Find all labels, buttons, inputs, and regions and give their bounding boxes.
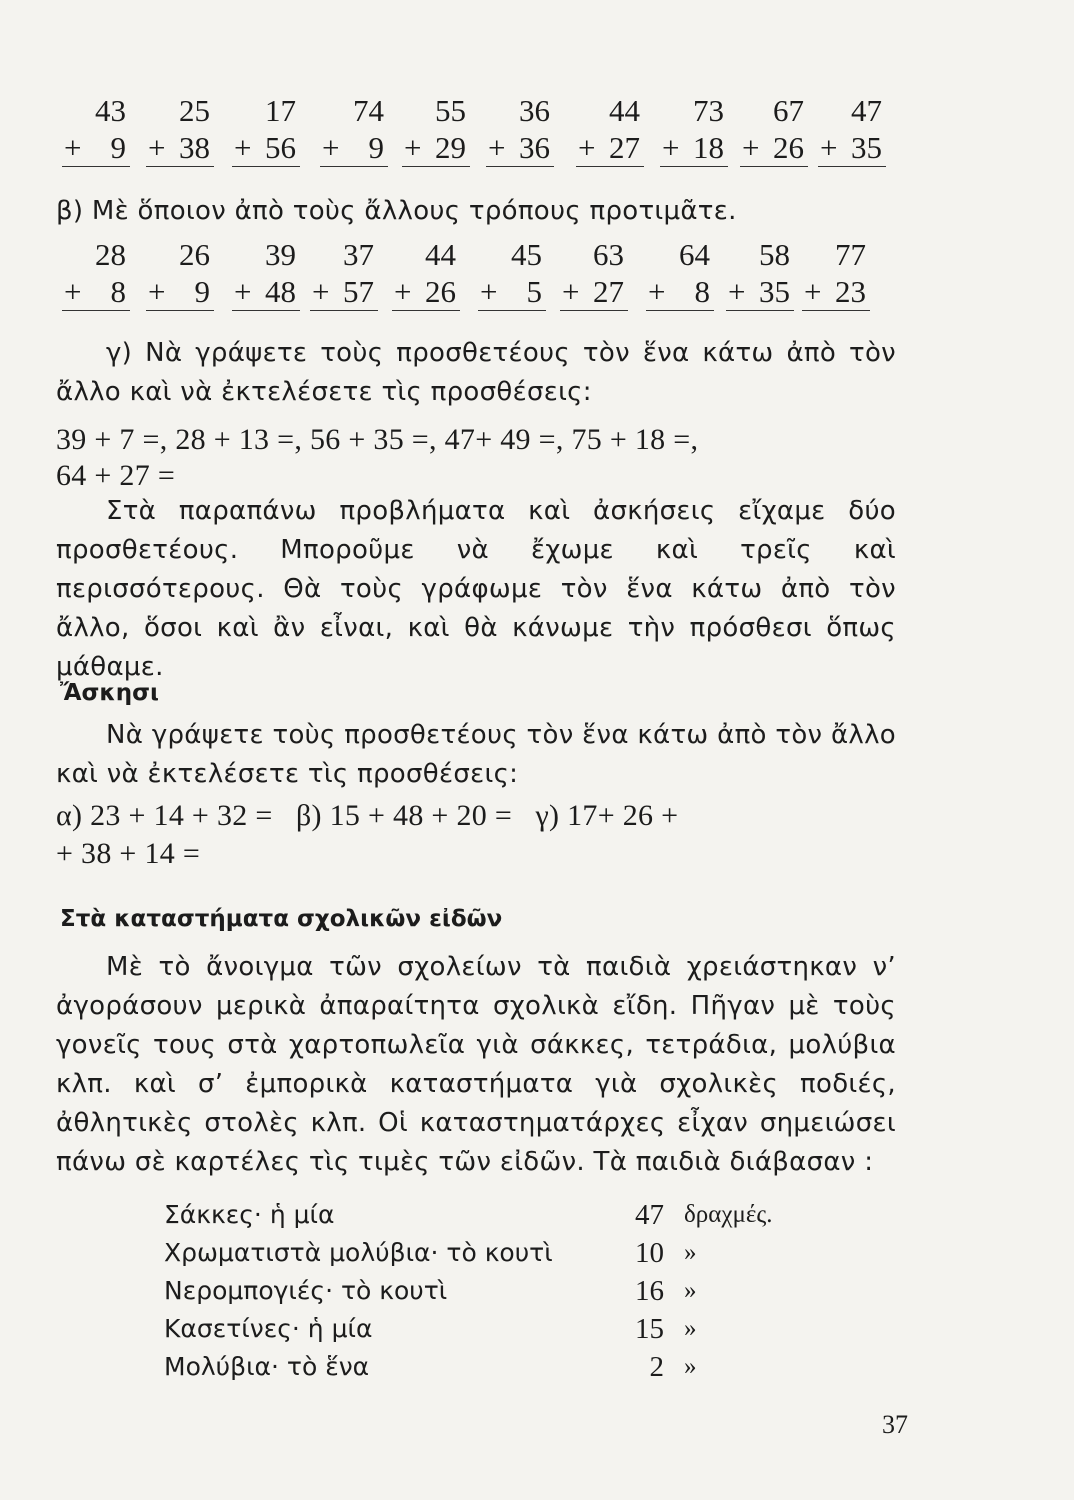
- addend-bottom: 48: [265, 274, 296, 309]
- addend-top: 74: [353, 93, 384, 128]
- addition-problem: [146, 236, 214, 311]
- stores-heading: Στὰ καταστήματα σχολικῶν εἰδῶν: [60, 906, 503, 932]
- exercise-line-2: + 38 + 14 =: [56, 837, 201, 870]
- plus-sign: +: [394, 274, 412, 309]
- plus-sign: +: [562, 274, 580, 309]
- price-item-name: Μολύβια· τὸ ἕνα: [164, 1352, 370, 1381]
- price-list-row: [164, 1272, 804, 1310]
- addend-top: 67: [773, 93, 804, 128]
- price-item-value: 10: [635, 1237, 664, 1269]
- addend-bottom: 26: [773, 130, 804, 165]
- addend-bottom: 8: [694, 274, 710, 309]
- plus-sign: +: [488, 130, 506, 165]
- exercise-instruction: Νὰ γράψετε τοὺς προσθετέους τὸν ἕνα κάτω ἀπὸ τὸν ἄλλο καὶ νὰ ἐκτελέσετε τὶς προσθέσεις:: [56, 720, 896, 789]
- section-c-line-2: 64 + 27 =: [56, 459, 176, 492]
- plus-sign: +: [662, 130, 680, 165]
- addend-top: 73: [693, 93, 724, 128]
- price-item-unit: »: [684, 1315, 697, 1342]
- addition-problems-row-b: [56, 236, 886, 328]
- addend-top: 39: [265, 237, 296, 272]
- plus-sign: +: [804, 274, 822, 309]
- exercise-line-1: α) 23 + 14 + 32 = β) 15 + 48 + 20 = γ) 17+ 26 +: [56, 799, 679, 832]
- addition-problem: [62, 92, 130, 167]
- price-item-value: 47: [635, 1199, 664, 1231]
- plus-sign: +: [820, 130, 838, 165]
- price-item-name: Χρωματιστὰ μολύβια· τὸ κουτὶ: [164, 1238, 553, 1267]
- addend-top: 17: [265, 93, 296, 128]
- plus-sign: +: [234, 274, 252, 309]
- addend-top: 43: [95, 93, 126, 128]
- addition-problem: [740, 92, 808, 167]
- addition-problem: [478, 236, 546, 311]
- addend-bottom: 38: [179, 130, 210, 165]
- price-list-row: [164, 1234, 804, 1272]
- plus-sign: +: [64, 130, 82, 165]
- addition-problem: [726, 236, 794, 311]
- addition-problems-row-a: [56, 92, 886, 184]
- addend-top: 58: [759, 237, 790, 272]
- price-item-name: Σάκκες· ἡ μία: [164, 1200, 335, 1229]
- addend-top: 28: [95, 237, 126, 272]
- addition-problem: [310, 236, 378, 311]
- addend-bottom: 35: [851, 130, 882, 165]
- addition-problem: [486, 92, 554, 167]
- price-item-value: 16: [635, 1275, 664, 1307]
- price-list: [164, 1196, 804, 1386]
- addend-top: 44: [609, 93, 640, 128]
- addition-problem: [146, 92, 214, 167]
- plus-sign: +: [404, 130, 422, 165]
- addition-problem: [646, 236, 714, 311]
- addend-bottom: 9: [368, 130, 384, 165]
- plus-sign: +: [480, 274, 498, 309]
- price-list-row: [164, 1348, 804, 1386]
- addend-bottom: 27: [609, 130, 640, 165]
- addend-top: 36: [519, 93, 550, 128]
- addend-bottom: 9: [110, 130, 126, 165]
- plus-sign: +: [578, 130, 596, 165]
- plus-sign: +: [148, 130, 166, 165]
- addend-top: 37: [343, 237, 374, 272]
- addition-problem: [560, 236, 628, 311]
- addend-bottom: 56: [265, 130, 296, 165]
- addend-bottom: 8: [110, 274, 126, 309]
- section-b-label: β) Μὲ ὅποιον ἀπὸ τοὺς ἄλλους τρόπους προτιμᾶτε.: [56, 196, 737, 226]
- addition-problem: [802, 236, 870, 311]
- addition-problem: [402, 92, 470, 167]
- plus-sign: +: [312, 274, 330, 309]
- addend-bottom: 27: [593, 274, 624, 309]
- plus-sign: +: [728, 274, 746, 309]
- plus-sign: +: [322, 130, 340, 165]
- plus-sign: +: [64, 274, 82, 309]
- addition-problem: [232, 92, 300, 167]
- addend-top: 47: [851, 93, 882, 128]
- plus-sign: +: [742, 130, 760, 165]
- exercise-heading: Ἄσκησι: [60, 680, 160, 706]
- addend-bottom: 57: [343, 274, 374, 309]
- addend-top: 45: [511, 237, 542, 272]
- price-item-name: Νερομπογιές· τὸ κουτὶ: [164, 1276, 448, 1305]
- addend-top: 44: [425, 237, 456, 272]
- price-list-row: [164, 1196, 804, 1234]
- addend-top: 64: [679, 237, 710, 272]
- page-number: 37: [882, 1410, 908, 1439]
- addend-bottom: 35: [759, 274, 790, 309]
- addend-bottom: 9: [194, 274, 210, 309]
- addition-problem: [62, 236, 130, 311]
- plus-sign: +: [148, 274, 166, 309]
- price-item-unit: »: [684, 1239, 697, 1266]
- plus-sign: +: [648, 274, 666, 309]
- addend-bottom: 18: [693, 130, 724, 165]
- addition-problem: [660, 92, 728, 167]
- section-c-instruction: γ) Νὰ γράψετε τοὺς προσθετέους τὸν ἕνα κάτω ἀπὸ τὸν ἄλλο καὶ νὰ ἐκτελέσετε τὶς προσθέσεις:: [56, 338, 896, 407]
- price-item-unit: »: [684, 1353, 697, 1380]
- section-c-line-1: 39 + 7 =, 28 + 13 =, 56 + 35 =, 47+ 49 =, 75 + 18 =,: [56, 423, 699, 456]
- addition-problem: [576, 92, 644, 167]
- addend-bottom: 36: [519, 130, 550, 165]
- addend-top: 26: [179, 237, 210, 272]
- addend-top: 55: [435, 93, 466, 128]
- explanation-paragraph: Στὰ παραπάνω προβλήματα καὶ ἀσκήσεις εἴχαμε δύο προσθετέους. Μποροῦμε νὰ ἔχωμε καὶ τρεῖς καὶ περισσότερους. Θὰ τοὺς γράφωμε τὸν ἕνα κάτω ἀπὸ τὸν ἄλλο, ὅσοι καὶ ἂν εἶναι, καὶ θὰ κάνωμε τὴν πρόσθεσι ὅπως μάθαμε.: [56, 496, 896, 682]
- addend-top: 77: [835, 237, 866, 272]
- addend-top: 63: [593, 237, 624, 272]
- addition-problem: [320, 92, 388, 167]
- price-item-unit: δραχμές.: [684, 1201, 773, 1228]
- addend-top: 25: [179, 93, 210, 128]
- plus-sign: +: [234, 130, 252, 165]
- price-item-value: 15: [635, 1313, 664, 1345]
- addend-bottom: 29: [435, 130, 466, 165]
- addend-bottom: 5: [526, 274, 542, 309]
- addition-problem: [818, 92, 886, 167]
- price-item-unit: »: [684, 1277, 697, 1304]
- price-item-value: 2: [649, 1351, 664, 1383]
- addend-bottom: 26: [425, 274, 456, 309]
- addend-bottom: 23: [835, 274, 866, 309]
- addition-problem: [232, 236, 300, 311]
- price-item-name: Κασετίνες· ἡ μία: [164, 1314, 373, 1343]
- addition-problem: [392, 236, 460, 311]
- price-list-row: [164, 1310, 804, 1348]
- stores-paragraph: Μὲ τὸ ἄνοιγμα τῶν σχολείων τὰ παιδιὰ χρειάστηκαν ν’ ἀγοράσουν μερικὰ ἀπαραίτητα σχολικὰ εἴδη. Πῆγαν μὲ τοὺς γονεῖς τους στὰ χαρτοπωλεῖα γιὰ σάκκες, τετράδια, μολύβια κλπ. καὶ σ’ ἐμπορικὰ καταστήματα γιὰ σχολικὲς ποδιές, ἀθλητικὲς στολὲς κλπ. Οἱ καταστηματάρχες εἶχαν σημειώσει πάνω σὲ καρτέλες τὶς τιμὲς τῶν εἰδῶν. Τὰ παιδιὰ διάβασαν :: [56, 952, 896, 1177]
